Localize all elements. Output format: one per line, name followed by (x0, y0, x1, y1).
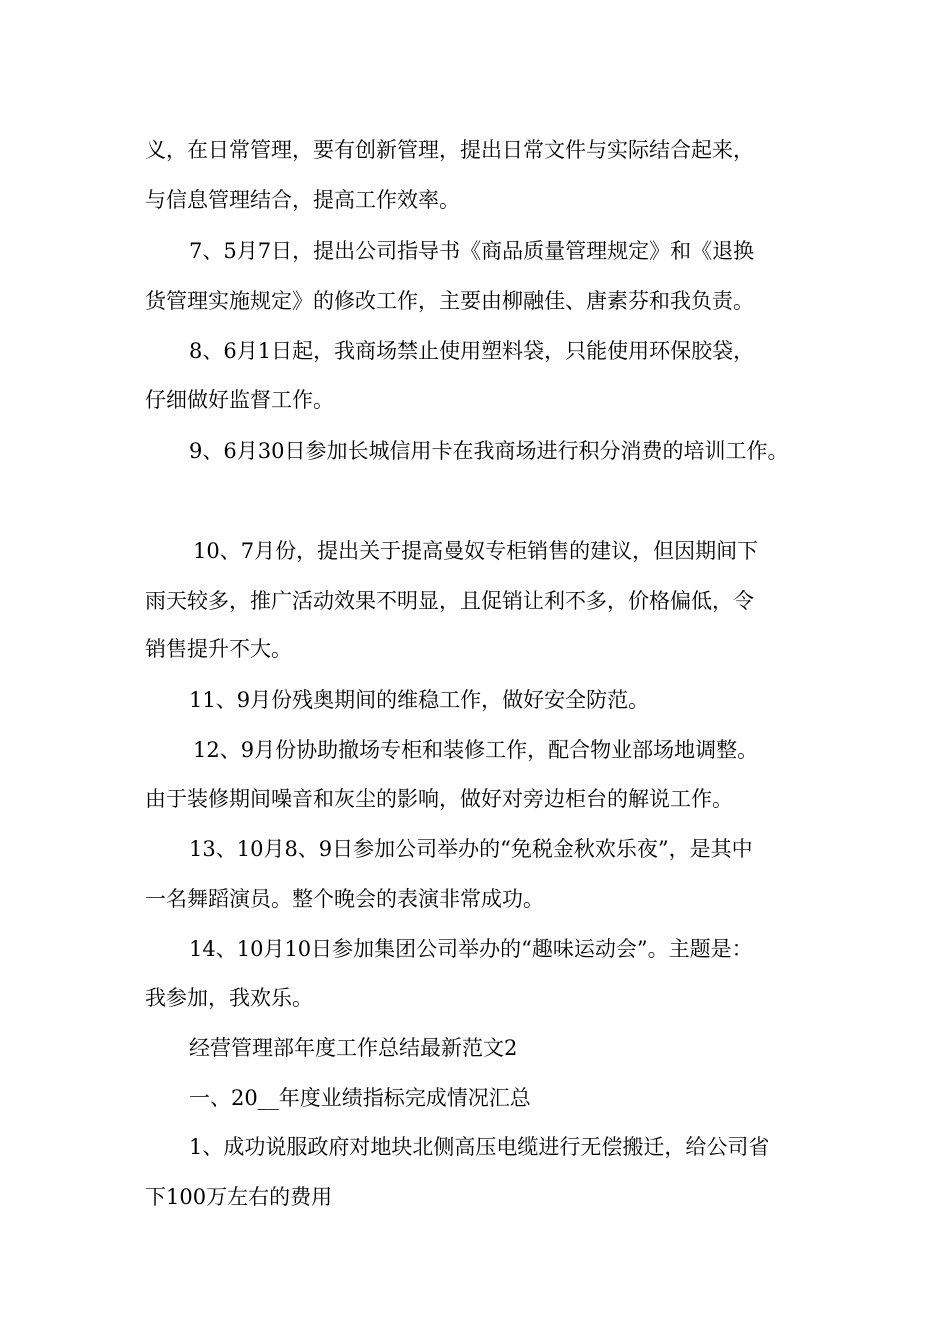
subsection-heading: 一、20__年度业绩指标完成情况汇总 (189, 1086, 531, 1110)
text-line-10: 销售提升不大。 (145, 637, 292, 661)
text-line-17: 我参加，我欢乐。 (145, 986, 313, 1010)
text-line-3: 7、5月7日，提出公司指导书《商品质量管理规定》和《退换 (189, 239, 755, 263)
text-line-5: 8、6月1日起，我商场禁止使用塑料袋，只能使用环保胶袋， (189, 339, 755, 363)
text-line-20: 1、成功说服政府对地块北侧高压电缆进行无偿搬迁，给公司省 (189, 1135, 770, 1159)
section-heading: 经营管理部年度工作总结最新范文2 (189, 1036, 518, 1060)
text-line-21: 下100万左右的费用 (145, 1185, 333, 1209)
text-line-13: 由于装修期间噪音和灰尘的影响，做好对旁边柜台的解说工作。 (145, 787, 733, 811)
text-line-8: 10、7月份，提出关于提高曼奴专柜销售的建议，但因期间下 (193, 539, 759, 563)
text-line-1: 义，在日常管理，要有创新管理，提出日常文件与实际结合起来， (145, 138, 754, 162)
text-line-11: 11、9月份残奥期间的维稳工作，做好安全防范。 (189, 688, 650, 712)
text-line-7: 9、6月30日参加长城信用卡在我商场进行积分消费的培训工作。 (189, 439, 789, 463)
text-line-2: 与信息管理结合，提高工作效率。 (145, 188, 460, 212)
text-line-16: 14、10月10日参加集团公司举办的“趣味运动会”。主题是： (189, 937, 753, 961)
text-line-15: 一名舞蹈演员。整个晚会的表演非常成功。 (145, 887, 544, 911)
text-line-9: 雨天较多，推广活动效果不明显，且促销让利不多，价格偏低，令 (145, 589, 754, 613)
text-line-6: 仔细做好监督工作。 (145, 388, 334, 412)
text-line-14: 13、10月8、9日参加公司举办的“免税金秋欢乐夜”，是其中 (189, 837, 753, 861)
text-line-4: 货管理实施规定》的修改工作，主要由柳融佳、唐素芬和我负责。 (145, 289, 754, 313)
text-line-12: 12、9月份协助撤场专柜和装修工作，配合物业部场地调整。 (193, 738, 759, 762)
